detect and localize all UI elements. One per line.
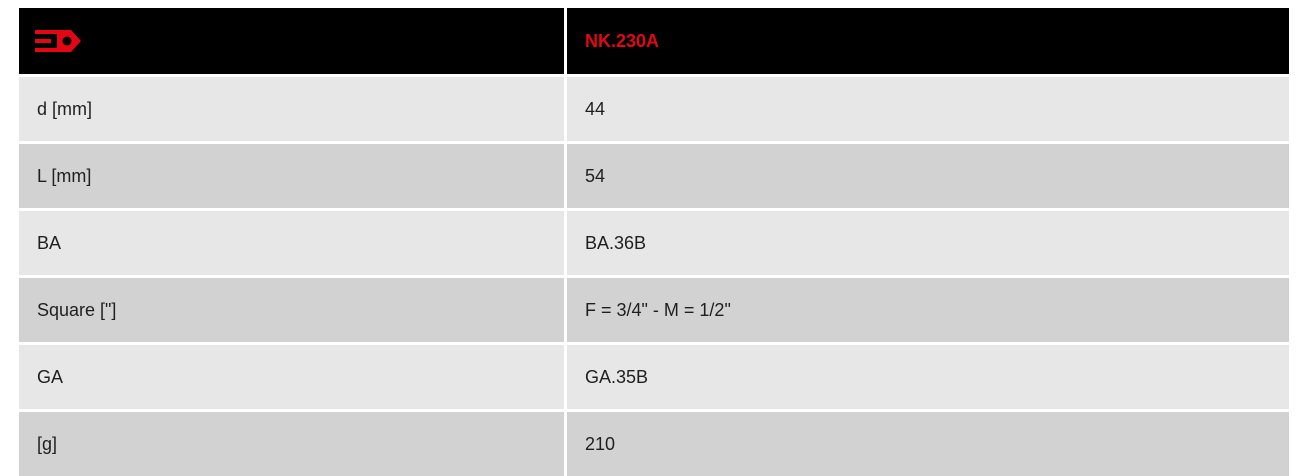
table-row xyxy=(19,77,1289,144)
row-value: F = 3/4" - M = 1/2" xyxy=(564,278,1289,342)
row-value: GA.35B xyxy=(564,345,1289,409)
table-row xyxy=(19,278,1289,345)
row-label: Square ["] xyxy=(19,278,564,342)
table-row xyxy=(19,345,1289,412)
row-value: 54 xyxy=(564,144,1289,208)
table-row xyxy=(19,211,1289,278)
product-code: NK.230A xyxy=(564,8,1289,74)
row-value: BA.36B xyxy=(564,211,1289,275)
row-value: 210 xyxy=(564,412,1289,476)
row-value: 44 xyxy=(564,77,1289,141)
table-row xyxy=(19,412,1289,476)
brand-logo-icon xyxy=(35,30,81,52)
table-row xyxy=(19,144,1289,211)
header-logo-cell xyxy=(19,8,564,74)
row-label: L [mm] xyxy=(19,144,564,208)
row-label: [g] xyxy=(19,412,564,476)
table-header-row xyxy=(19,8,1289,77)
spec-table xyxy=(19,8,1289,476)
row-label: GA xyxy=(19,345,564,409)
row-label: BA xyxy=(19,211,564,275)
row-label: d [mm] xyxy=(19,77,564,141)
